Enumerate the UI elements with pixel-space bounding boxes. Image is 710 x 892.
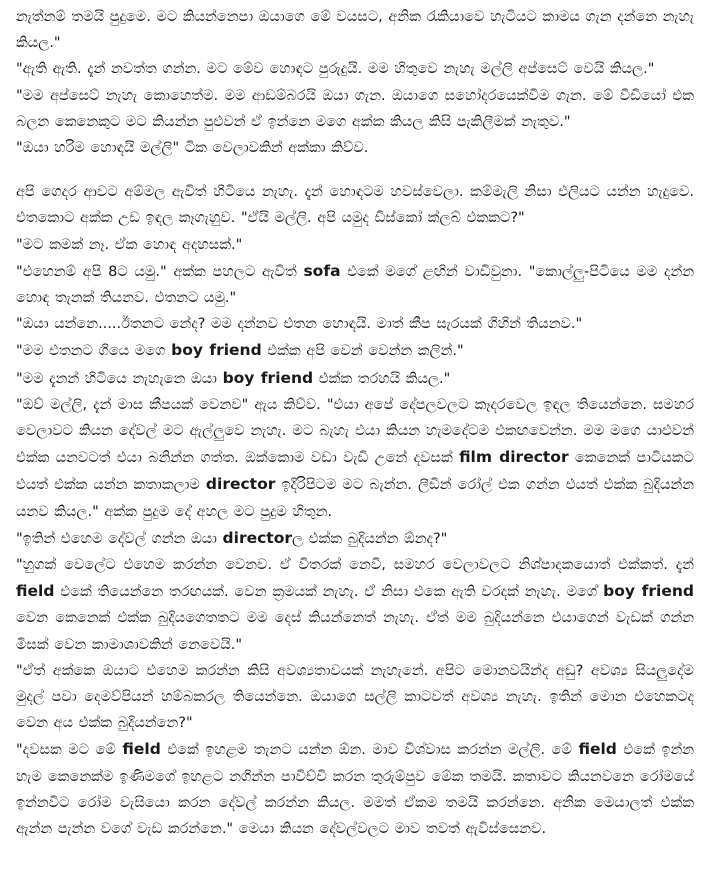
paragraph	[16, 232, 694, 258]
text-segment: "ඇති ඇති. දැන් නවත්ත ගන්න. මට මේව හොඳට පුරුදුයි. මම හිතුවෙ නැහැ මල්ලි අප්සෙට් වෙයි කියල."	[16, 61, 655, 78]
text-segment: "ඔයා හරිම හොඳයි මල්ලි" ටික වෙලාවකින් අක්කා කිව්ව.	[16, 140, 369, 157]
text-segment: "ඔව් මල්ලි, දැන් මාස කීපයක් වෙනව" ඇය කිව්ව. "එයා අපේ දේපලවලට කෑදරවෙල ඉඳල තියෙන්නෙ. සමහර වෙලාවට කියන දේවල් මට ඇල්ලුවෙ නැහැ. මට බැහැ එයා කියන හැමදේටම එකඟවෙන්න. මම මගෙ යාළුවන් එක්ක යනවටත් එයා බනින්න ගත්ත. ඔක්කොම වඩා වැඩි උනේ දවසක්	[16, 396, 694, 467]
text-segment: එක්ක තරහයි කියල."	[313, 370, 451, 387]
text-segment: එකේ මගේ ළඟින් වාඩිවුනා. "කොල්ලු-පිටියෙ මම දන්න හොඳ තැනක් තියනව. එතනට යමු."	[16, 263, 694, 307]
text-segment: "හුගක් වෙලේට එහෙම කරන්න වෙනව. ඒ විතරක් නෙවී, සමහර වෙලාවලට නිශ්පාදකයොත් එක්කත්. දැන්	[16, 557, 694, 574]
text-segment: "මම දැනන් හිටියෙ නැහැනෙ ඔයා	[16, 370, 223, 387]
text-segment: ඉදිරිපිටම මට බැන්න. ලීඩින් රෝල් එක ගන්න එයත් එක්ක බුදියන්න යනව කියල." අක්ක පුදුම දේ අහල මට පුදුම හිතුන.	[16, 477, 694, 520]
english-term: sofa	[303, 261, 341, 280]
paragraph	[16, 392, 694, 525]
text-segment: "මට කමක් නෑ. ඒක හොඳ අදහසක්."	[16, 236, 243, 253]
text-segment: "මම එතනට ගියෙ මගෙ	[16, 343, 172, 360]
english-term: boy friend	[222, 368, 314, 387]
text-segment: "ඉතින් එහෙම දේවල් ගන්න ඔයා	[16, 530, 223, 547]
paragraph	[16, 56, 694, 82]
text-segment: "මම අප්සෙට් නැහැ කොහෙත්ම. මම ආඩම්බරයි ඔයා ගැන. ඔයාගෙ සහෝදරයෙක්වීම ගැන. මේ වීඩියෝ එක බලන කෙනෙකුට මට කියන්න පුළුවන් ඒ ඉන්නෙ මගෙ අක්ක කියල කිසි පැකිලීමක් නැතුව."	[16, 87, 694, 130]
text-segment: ල එක්ක බුදියන්න ඕනද?"	[292, 530, 448, 547]
paragraph	[16, 552, 694, 658]
paragraph-gap	[16, 161, 694, 179]
text-segment: කෙනෙක් පාටියකට එයත් එක්ක යන්න කතාකලාම	[16, 450, 694, 494]
text-segment: "එහෙනම් අපි 8ට යමු." අක්ක පහලට ඇවිත්	[16, 263, 304, 280]
text-segment: අපි ගෙදර ආවට අම්මල ඇවිත් හිටියෙ නැහැ. දැන් හොඳටම හවස්වෙලා. කම්මැලි නිසා එලියට යන්න හැදුවෙ. එතකොට අක්ක උඩ ඉඳල කෑගැහුව. "ඒයි මල්ලි. අපි යමුද ඩිස්කෝ ක්ලබ් එකකට?"	[16, 184, 694, 227]
paragraph	[16, 658, 694, 737]
english-term: director	[222, 528, 292, 547]
paragraph	[16, 258, 694, 311]
english-term: boy friend	[603, 582, 694, 601]
paragraph	[16, 736, 694, 842]
paragraph	[16, 365, 694, 392]
text-segment: "ඔයා යන්නෙ.....ඊතනට නේද? මම දන්නව එතන හොඳයි. මාත් කීප සැරයක් ගිහින් තියනව."	[16, 316, 583, 333]
text-segment: "දවසක මට මේ	[16, 742, 123, 759]
english-term: film director	[459, 448, 569, 467]
text-segment: එක්ක අපි වෙන් වෙන්න කලින්."	[261, 343, 464, 360]
paragraph	[16, 525, 694, 552]
text-segment: නැත්නම් තමයි පුදුමෙ. මට කියන්නෙපා ඔයාගෙ මේ වයසට, අනික රැකියාවෙ හැටියට කාමය ගැන දන්නෙ නැහැ කියල."	[16, 9, 694, 52]
paragraph	[16, 135, 694, 161]
english-term: director	[205, 475, 276, 494]
paragraph	[16, 4, 694, 56]
english-term: field	[16, 582, 55, 601]
text-segment: එකේ ඉහළම තැනට යන්න ඕන. මාව විශ්වාස කරන්න මල්ලි. මේ	[160, 742, 579, 759]
english-term: field	[122, 740, 161, 759]
english-term: field	[578, 740, 617, 759]
paragraph	[16, 337, 694, 364]
paragraph	[16, 179, 694, 231]
text-segment: වෙන කෙනෙක් එක්ක බුදියගෙතතට මම දෙස් කියන්නෙත් නැහැ. ඒත් මම බුදියන්නෙ එයාගෙන් වැඩක් ගන්න මිසක් වෙන කාමාශාවකින් නෙවෙයි."	[16, 610, 694, 653]
text-segment: එකේ තියෙන්නෙ තරඟයක්. වෙන ක්‍රමයක් නැහැ. ඒ නිසා එකෙ ඇති වරදක් නැහැ. මගේ	[54, 584, 604, 601]
paragraph	[16, 83, 694, 135]
text-segment: "ඒත් අක්කෙ ඔයාට එහෙම කරන්න කිසි අවශ්‍යතාවයක් නැහැනේ. අපිට මොනවයින්ද අඩු? අවශ්‍ය සියලුදේම මුදල් පවා දෙමව්පියන් හම්බකරල තියෙන්නෙ. ඔයාගෙ සල්ලි කාටවත් අවශ්‍ය නැහැ. ඉතින් මොන එහෙකටද වෙන අය එක්ක බුදියන්නෙ?"	[16, 662, 694, 732]
english-term: boy friend	[171, 341, 262, 360]
text-segment: එකේ ඉන්න හැම කෙනෙක්ම ඉණිමගේ ඉහළට නගින්න පාවිච්චි කරන තුරුම්පුව මේක තමයි. කතාවට කියනවනෙ රෝමයේ ඉන්නවිට රෝම වැසියො කරන දේවල් කරන්න කියල. මමත් ඒකම තමයි කරන්නෙ. අනික මෙයාලත් එක්ක ඇන්න පැන්න වගේ වැඩ කරන්නෙ." මෙයා කියන දේවල්වලට මාව තවත් ඇවිස්සෙනව.	[16, 742, 694, 838]
paragraph	[16, 311, 694, 337]
